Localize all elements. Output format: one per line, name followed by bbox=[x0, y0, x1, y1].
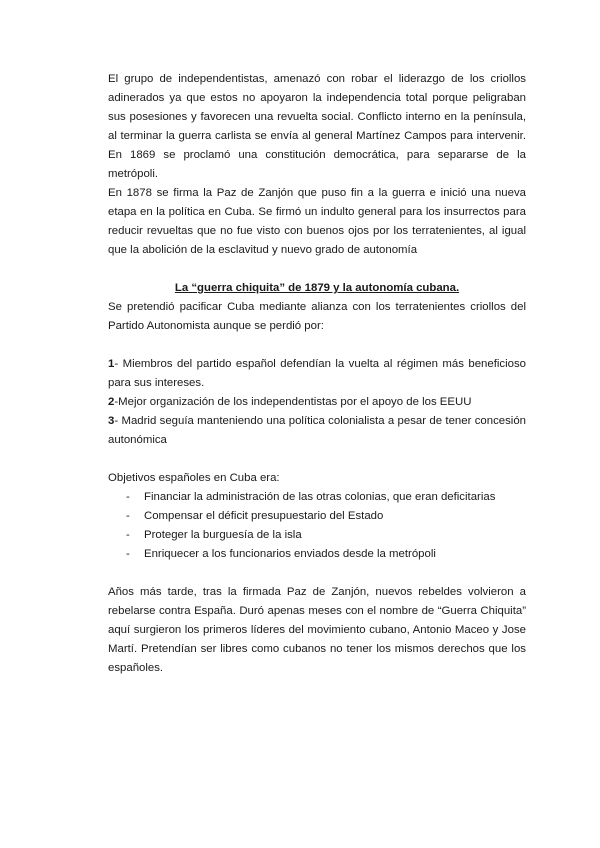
spacer bbox=[108, 564, 526, 583]
list-item bbox=[108, 526, 526, 545]
cause-item bbox=[108, 412, 526, 450]
spacer bbox=[108, 450, 526, 469]
objective-text: Proteger la burguesía de la isla bbox=[144, 529, 302, 541]
objective-text: Compensar el déficit presupuestario del Estado bbox=[144, 510, 384, 522]
cause-text: - Miembros del partido español defendían la vuelta al régimen más beneficioso para sus intereses. bbox=[108, 358, 526, 389]
section-heading: La “guerra chiquita” de 1879 y la autonomía cubana. bbox=[174, 282, 460, 294]
cause-item bbox=[108, 393, 526, 412]
objective-text: Enriquecer a los funcionarios enviados desde la metrópoli bbox=[144, 548, 436, 560]
paragraph-guerra-chiquita: Años más tarde, tras la firmada Paz de Zanjón, nuevos rebeldes volvieron a rebelarse contra España. Duró apenas meses con el nombre de “Guerra Chiquita” aquí surgieron los primeros líderes del movimiento cubano, Antonio Maceo y Jose Martí. Pretendían ser libres como cubanos no tener los mismos derechos que los españoles. bbox=[108, 586, 526, 674]
cause-number: 2 bbox=[108, 396, 115, 408]
dash-bullet: - bbox=[126, 491, 130, 503]
section-intro: Se pretendió pacificar Cuba mediante alianza con los terratenientes criollos del Partido Autonomista aunque se perdió por: bbox=[108, 301, 526, 332]
objective-text: Financiar la administración de las otras colonias, que eran deficitarias bbox=[144, 491, 496, 503]
list-item bbox=[108, 545, 526, 564]
list-item bbox=[108, 507, 526, 526]
objectives-title: Objetivos españoles en Cuba era: bbox=[108, 472, 280, 484]
cause-number: 3 bbox=[108, 415, 115, 427]
cause-number: 1 bbox=[108, 358, 115, 370]
cause-item bbox=[108, 355, 526, 393]
paragraph-independentistas: El grupo de independentistas, amenazó con robar el liderazgo de los criollos adinerados ya que estos no apoyaron la independencia total porque peligraban sus posesiones y favorecen una revuelta social. Conflicto interno en la península, al terminar la guerra carlista se envía al general Martínez Campos para intervenir. En 1869 se proclamó una constitución democrática, para separarse de la metrópoli. bbox=[108, 73, 526, 180]
dash-bullet: - bbox=[126, 529, 130, 541]
dash-bullet: - bbox=[126, 510, 130, 522]
spacer bbox=[108, 336, 526, 355]
list-item bbox=[108, 488, 526, 507]
document-page bbox=[108, 70, 526, 678]
objectives-list bbox=[108, 488, 526, 564]
paragraph-paz-de-zanjon: En 1878 se firma la Paz de Zanjón que puso fin a la guerra e inició una nueva etapa en la política en Cuba. Se firmó un indulto general para los insurrectos para reducir revueltas que no fue visto con buenos ojos por los terratenientes, al igual que la abolición de la esclavitud y nuevo grado de autonomía bbox=[108, 187, 526, 256]
cause-text: -Mejor organización de los independentistas por el apoyo de los EEUU bbox=[114, 396, 472, 408]
dash-bullet: - bbox=[126, 548, 130, 560]
cause-text: - Madrid seguía manteniendo una política colonialista a pesar de tener concesión autonómica bbox=[108, 415, 526, 446]
